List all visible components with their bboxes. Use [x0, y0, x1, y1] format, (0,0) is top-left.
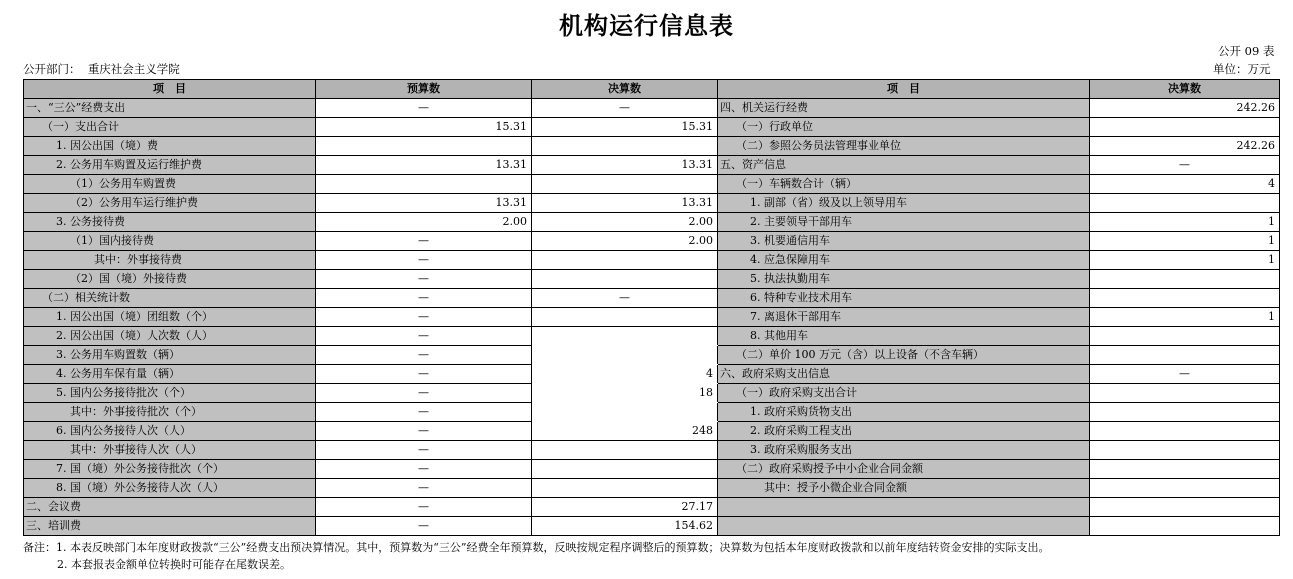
table-row: [24, 232, 1280, 251]
right-row-label: 2. 政府采购工程支出: [718, 422, 1090, 441]
actual-cell: 27.17: [532, 498, 718, 517]
row-label: 三、培训费: [24, 517, 316, 536]
table-row: [24, 156, 1280, 175]
row-label: （二）相关统计数: [24, 289, 316, 308]
actual-cell: [532, 251, 718, 270]
table-row: [24, 403, 1280, 422]
unit-label: 单位：万元: [1213, 62, 1271, 76]
row-label: 3. 公务接待费: [24, 213, 316, 232]
header-actual: 决算数: [532, 80, 718, 99]
actual-cell: [532, 460, 718, 479]
table-row: [24, 517, 1280, 536]
right-row-label: 五、资产信息: [718, 156, 1090, 175]
right-row-label: [718, 498, 1090, 517]
row-label: 2. 公务用车购置及运行维护费: [24, 156, 316, 175]
right-actual-cell: [1090, 422, 1280, 441]
budget-cell: 13.31: [316, 156, 532, 175]
actual-cell: [532, 403, 718, 422]
table-row: [24, 441, 1280, 460]
budget-cell: —: [316, 251, 532, 270]
row-label: 其中：外事接待费: [24, 251, 316, 270]
right-actual-cell: [1090, 327, 1280, 346]
department-name: 重庆社会主义学院: [87, 62, 180, 76]
right-actual-cell: —: [1090, 365, 1280, 384]
right-row-label: （二）单价 100 万元（含）以上设备（不含车辆）: [718, 346, 1090, 365]
row-label: 1. 因公出国（境）团组数（个）: [24, 308, 316, 327]
budget-cell: —: [316, 232, 532, 251]
actual-cell: 154.62: [532, 517, 718, 536]
right-row-label: 1. 副部（省）级及以上领导用车: [718, 194, 1090, 213]
right-row-label: （一）行政单位: [718, 118, 1090, 137]
budget-cell: —: [316, 441, 532, 460]
table-header-row: [24, 80, 1280, 99]
department-label: [23, 61, 180, 77]
right-row-label: 3. 机要通信用车: [718, 232, 1090, 251]
page-title: 机构运行信息表: [559, 12, 734, 40]
right-row-label: 7. 离退休干部用车: [718, 308, 1090, 327]
actual-cell: 13.31: [532, 194, 718, 213]
row-label: 8. 国（境）外公务接待人次（人）: [24, 479, 316, 498]
row-label: 2. 因公出国（境）人次数（人）: [24, 327, 316, 346]
right-row-label: （二）参照公务员法管理事业单位: [718, 137, 1090, 156]
actual-cell: [532, 441, 718, 460]
actual-cell: 18: [532, 384, 718, 403]
right-actual-cell: [1090, 384, 1280, 403]
right-actual-cell: 242.26: [1090, 137, 1280, 156]
right-actual-cell: 1: [1090, 213, 1280, 232]
row-label: 4. 公务用车保有量（辆）: [24, 365, 316, 384]
table-row: [24, 213, 1280, 232]
row-label: （一）支出合计: [24, 118, 316, 137]
right-row-label: 3. 政府采购服务支出: [718, 441, 1090, 460]
row-label: 一、“三公”经费支出: [24, 99, 316, 118]
budget-cell: 13.31: [316, 194, 532, 213]
table-number: 公开 09 表: [1218, 44, 1275, 58]
budget-cell: —: [316, 327, 532, 346]
right-row-label: 四、机关运行经费: [718, 99, 1090, 118]
right-actual-cell: [1090, 270, 1280, 289]
table-row: [24, 118, 1280, 137]
table-row: [24, 137, 1280, 156]
header-actual-right: 决算数: [1090, 80, 1280, 99]
row-label: （1）国内接待费: [24, 232, 316, 251]
row-label: 7. 国（境）外公务接待批次（个）: [24, 460, 316, 479]
row-label: 1. 因公出国（境）费: [24, 137, 316, 156]
row-label: 6. 国内公务接待人次（人）: [24, 422, 316, 441]
right-actual-cell: [1090, 460, 1280, 479]
budget-cell: —: [316, 479, 532, 498]
row-label: 其中：外事接待人次（人）: [24, 441, 316, 460]
table-row: [24, 422, 1280, 441]
table-row: [24, 289, 1280, 308]
actual-cell: 15.31: [532, 118, 718, 137]
actual-cell: —: [532, 99, 718, 118]
right-actual-cell: 242.26: [1090, 99, 1280, 118]
right-row-label: 5. 执法执勤用车: [718, 270, 1090, 289]
row-label: 5. 国内公务接待批次（个）: [24, 384, 316, 403]
header-item-right: 项 目: [718, 80, 1090, 99]
header-budget: 预算数: [316, 80, 532, 99]
budget-cell: —: [316, 384, 532, 403]
actual-cell: [532, 270, 718, 289]
table-row: [24, 251, 1280, 270]
budget-cell: [316, 137, 532, 156]
right-row-label: [718, 517, 1090, 536]
table-row: [24, 99, 1280, 118]
table-row: [24, 194, 1280, 213]
table-row: [24, 365, 1280, 384]
right-row-label: （一）车辆数合计（辆）: [718, 175, 1090, 194]
budget-cell: [316, 175, 532, 194]
right-row-label: 4. 应急保障用车: [718, 251, 1090, 270]
budget-cell: —: [316, 517, 532, 536]
actual-cell: [532, 327, 718, 346]
right-actual-cell: [1090, 517, 1280, 536]
right-actual-cell: [1090, 346, 1280, 365]
right-actual-cell: [1090, 403, 1280, 422]
right-row-label: （一）政府采购支出合计: [718, 384, 1090, 403]
actual-cell: 2.00: [532, 213, 718, 232]
right-actual-cell: [1090, 194, 1280, 213]
budget-cell: —: [316, 289, 532, 308]
actual-cell: [532, 479, 718, 498]
budget-cell: —: [316, 403, 532, 422]
budget-cell: —: [316, 498, 532, 517]
row-label: 3. 公务用车购置数（辆）: [24, 346, 316, 365]
row-label: （2）公务用车运行维护费: [24, 194, 316, 213]
actual-cell: [532, 346, 718, 365]
table-row: [24, 384, 1280, 403]
table-row: [24, 175, 1280, 194]
right-row-label: 8. 其他用车: [718, 327, 1090, 346]
table-row: [24, 479, 1280, 498]
actual-cell: 2.00: [532, 232, 718, 251]
institution-operation-table: [23, 79, 1280, 536]
footnotes: [23, 539, 1049, 573]
right-row-label: 2. 主要领导干部用车: [718, 213, 1090, 232]
right-row-label: 其中：授予小微企业合同金额: [718, 479, 1090, 498]
right-row-label: 六、政府采购支出信息: [718, 365, 1090, 384]
budget-cell: —: [316, 460, 532, 479]
row-label: 二、会议费: [24, 498, 316, 517]
actual-cell: 248: [532, 422, 718, 441]
row-label: 其中：外事接待批次（个）: [24, 403, 316, 422]
header-item: 项 目: [24, 80, 316, 99]
row-label: （1）公务用车购置费: [24, 175, 316, 194]
row-label: （2）国（境）外接待费: [24, 270, 316, 289]
right-actual-cell: 1: [1090, 251, 1280, 270]
actual-cell: 4: [532, 365, 718, 384]
budget-cell: —: [316, 99, 532, 118]
budget-cell: —: [316, 346, 532, 365]
table-row: [24, 346, 1280, 365]
actual-cell: [532, 308, 718, 327]
budget-cell: —: [316, 422, 532, 441]
right-actual-cell: 1: [1090, 308, 1280, 327]
table-row: [24, 270, 1280, 289]
actual-cell: [532, 175, 718, 194]
budget-cell: 2.00: [316, 213, 532, 232]
right-actual-cell: —: [1090, 156, 1280, 175]
table-row: [24, 498, 1280, 517]
budget-cell: —: [316, 308, 532, 327]
right-actual-cell: 4: [1090, 175, 1280, 194]
budget-cell: 15.31: [316, 118, 532, 137]
right-actual-cell: 1: [1090, 232, 1280, 251]
right-actual-cell: [1090, 479, 1280, 498]
right-row-label: 6. 特种专业技术用车: [718, 289, 1090, 308]
table-row: [24, 460, 1280, 479]
actual-cell: —: [532, 289, 718, 308]
budget-cell: —: [316, 270, 532, 289]
right-actual-cell: [1090, 118, 1280, 137]
footnote-2: 2. 本套报表金额单位转换时可能存在尾数误差。: [57, 558, 291, 571]
department-label-text: 公开部门：: [23, 62, 81, 76]
table-row: [24, 308, 1280, 327]
right-actual-cell: [1090, 289, 1280, 308]
budget-cell: —: [316, 365, 532, 384]
actual-cell: [532, 137, 718, 156]
right-actual-cell: [1090, 441, 1280, 460]
right-row-label: （二）政府采购授予中小企业合同金额: [718, 460, 1090, 479]
actual-cell: 13.31: [532, 156, 718, 175]
right-actual-cell: [1090, 498, 1280, 517]
footnote-1: 备注：1. 本表反映部门本年度财政拨款“三公”经费支出预决算情况。其中，预算数为“三公”经费全年预算数，反映按规定程序调整后的预算数；决算数为包括本年度财政拨款和以前年度结转资金安排的实际支出。: [23, 541, 1050, 554]
table-row: [24, 327, 1280, 346]
right-row-label: 1. 政府采购货物支出: [718, 403, 1090, 422]
